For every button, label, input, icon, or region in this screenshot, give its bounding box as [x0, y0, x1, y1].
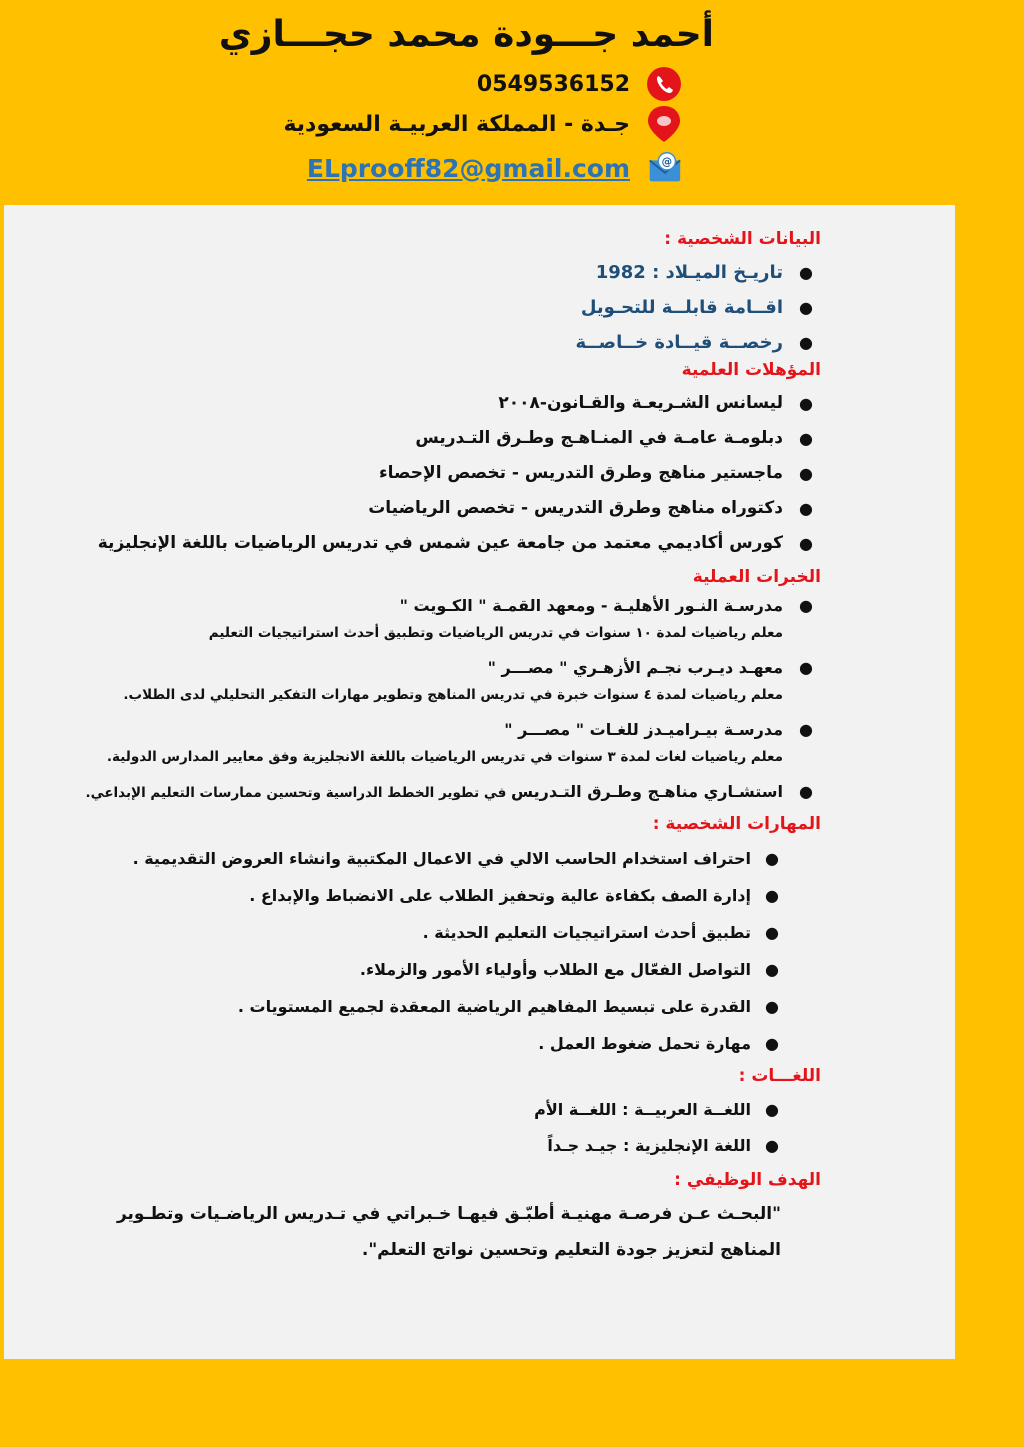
objective-title: الهدف الوظيفي : [674, 1170, 821, 1190]
list-item: ● ليسانس الشـريعـة والقـانون-٢٠٠٨ [498, 393, 813, 413]
list-item: ● كورس أكاديمي معتمد من جامعة عين شمس في تدريس الرياضيات باللغة الإنجليزية [97, 533, 813, 553]
experience-desc: معلم رياضيات لمدة ١٠ سنوات في تدريس الرياضيات وتطبيق أحدث استراتيجيات التعليم [208, 625, 783, 641]
list-item: ● القدرة على تبسيط المفاهيم الرياضية المعقدة لجميع المستويات . [237, 997, 779, 1016]
list-item: ● احتراف استخدام الحاسب الالي في الاعمال المكتبية وانشاء العروض التقديمية . [132, 849, 779, 868]
phone-number[interactable]: 0549536152 [476, 71, 630, 97]
qualifications-list [0, 386, 821, 561]
location-text: جـدة - المملكة العربيـة السعودية [283, 111, 630, 137]
experience-title: الخبرات العملية [692, 567, 821, 587]
svg-text:@: @ [661, 156, 673, 169]
consultant-line [0, 779, 783, 806]
qualifications-title: المؤهلات العلمية [681, 360, 821, 380]
consultant-desc: في تطوير الخطط الدراسية وتحسين ممارسات التعليم الإبداعي. [85, 785, 512, 801]
list-item: ● رخصــة قيــادة خــاصــة [575, 332, 813, 353]
objective-text: "البحـث عـن فرصـة مهنيـة أطبّـق فيهـا خـبراتي في تـدريس الرياضـيات وتطـوير المناهج لتعزيز جودة التعليم وتحسين نواتج التعلم". [116, 1204, 781, 1260]
list-item: ● مهارة تحمل ضغوط العمل . [538, 1034, 779, 1053]
skills-title: المهارات الشخصية : [652, 814, 821, 834]
list-item: ● مدرسـة النـور الأهليـة - ومعهد القمـة " الكـويت " معلم رياضيات لمدة ١٠ سنوات في تدريس الرياضيات وتطبيق أحدث استراتيجيات التعليم [0, 593, 821, 647]
list-item: ● التواصل الفعّال مع الطلاب وأولياء الأمور والزملاء. [359, 960, 779, 979]
experience-place: مدرسـة بيـراميـدز للغـات " مصـــر " [504, 720, 783, 739]
resume-content [0, 229, 821, 1268]
experience-list [0, 593, 821, 806]
personal-list [0, 255, 821, 360]
email-link[interactable]: ELprooff82@gmail.com [306, 153, 630, 183]
list-item: ● استشـاري مناهـج وطـرق التـدريس في تطوير الخطط الدراسية وتحسين ممارسات التعليم الإبداعي. [0, 779, 821, 806]
candidate-name: أحمد جـــودة محمد حجـــازي [218, 14, 714, 55]
languages-list [0, 1092, 821, 1164]
list-item: ● مدرسـة بيـراميـدز للغـات " مصـــر " معلم رياضيات لغات لمدة ٣ سنوات في تدريس الرياضيات باللغة الانجليزية وفق معايير المدارس الدولية. [0, 717, 821, 771]
list-item: ● إدارة الصف بكفاءة عالية وتحفيز الطلاب على الانضباط والإبداع . [249, 886, 779, 905]
list-item: ● اقــامة قابلــة للتحـويل [580, 297, 813, 318]
list-item: ● اللغة الإنجليزية : جيـد جـداً [547, 1136, 779, 1155]
list-item: ● معهـد ديـرب نجـم الأزهـري " مصـــر " معلم رياضيات لمدة ٤ سنوات خبرة في تدريس المناهج وتطوير مهارات التفكير التحليلي لدى الطلاب. [0, 655, 821, 709]
languages-title: اللغـــات : [738, 1066, 821, 1086]
resume-panel [4, 205, 955, 1359]
location-pin-icon [644, 104, 684, 144]
experience-desc: معلم رياضيات لغات لمدة ٣ سنوات في تدريس الرياضيات باللغة الانجليزية وفق معايير المدارس الدولية. [106, 749, 783, 765]
location-row [283, 104, 684, 144]
experience-place: مدرسـة النـور الأهليـة - ومعهد القمـة " الكـويت " [399, 596, 783, 615]
consultant-title: استشـاري مناهـج وطـرق التـدريس [511, 782, 783, 801]
email-row [307, 148, 684, 188]
list-item: ● دكتوراه مناهج وطرق التدريس - تخصص الرياضيات [368, 498, 813, 518]
experience-place: معهـد ديـرب نجـم الأزهـري " مصـــر " [487, 658, 783, 677]
personal-title: البيانات الشخصية : [664, 229, 821, 249]
email-icon [644, 148, 684, 188]
experience-desc: معلم رياضيات لمدة ٤ سنوات خبرة في تدريس المناهج وتطوير مهارات التفكير التحليلي لدى الطلاب. [123, 687, 783, 703]
phone-row [477, 64, 684, 104]
list-item: ● تطبيق أحدث استراتيجيات التعليم الحديثة . [422, 923, 779, 942]
list-item: ● اللغــة العربيــة : اللغــة الأم [534, 1100, 779, 1119]
header [0, 0, 1024, 200]
list-item: ● تاريـخ الميـلاد : 1982 [595, 262, 813, 283]
list-item: ● دبلومـة عامـة في المنـاهـج وطـرق التـدريس [415, 428, 813, 448]
list-item: ● ماجستير مناهج وطرق التدريس - تخصص الإحصاء [378, 463, 813, 483]
skills-list [0, 840, 821, 1062]
phone-icon [644, 64, 684, 104]
